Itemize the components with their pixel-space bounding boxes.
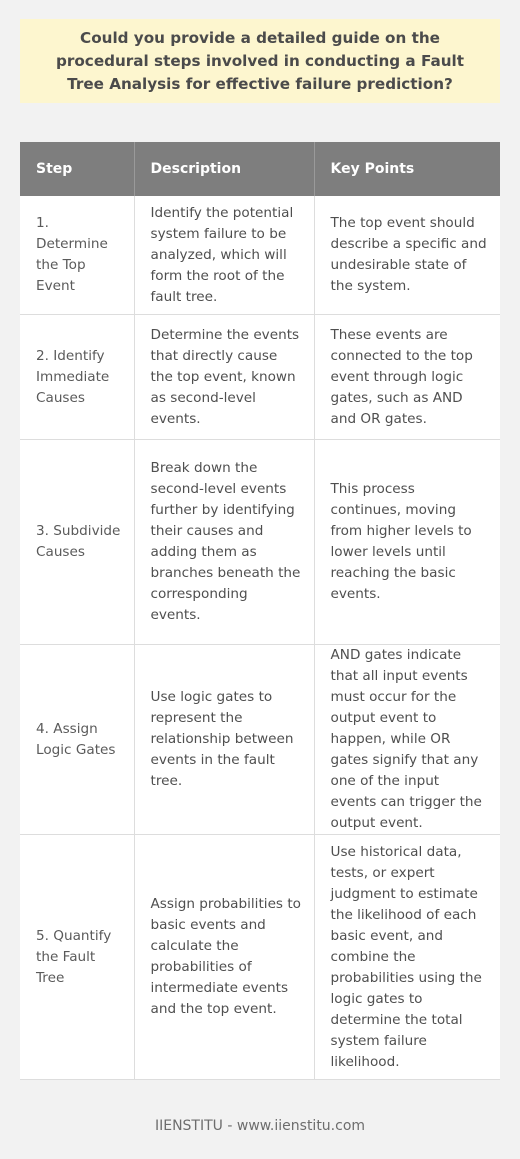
table-row [20, 196, 500, 315]
step-cell: 3. Subdivide Causes [20, 440, 134, 645]
footer-credit: IIENSTITU - www.iienstitu.com [154, 1118, 366, 1134]
question-title: Could you provide a detailed guide on the procedural steps involved in conducting a Fault Tree Analysis for effective failure prediction? [56, 28, 464, 93]
header-description: Description [134, 142, 314, 196]
description-cell: Determine the events that directly cause the top event, known as second-level events. [134, 315, 314, 440]
table-header-row [20, 142, 500, 196]
steps-table-container [20, 142, 500, 1080]
table-row [20, 315, 500, 440]
table-row [20, 645, 500, 835]
description-cell: Break down the second-level events further by identifying their causes and adding them as branches beneath the corresponding events. [134, 440, 314, 645]
key-points-cell: The top event should describe a specific and undesirable state of the system. [314, 196, 500, 315]
step-cell: 1. Determine the Top Event [20, 196, 134, 315]
description-cell: Identify the potential system failure to be analyzed, which will form the root of the fault tree. [134, 196, 314, 315]
step-cell: 2. Identify Immediate Causes [20, 315, 134, 440]
steps-table [20, 142, 500, 1080]
table-row [20, 835, 500, 1080]
header-step: Step [20, 142, 134, 196]
key-points-cell: AND gates indicate that all input events must occur for the output event to happen, while OR gates signify that any one of the input events can trigger the output event. [314, 645, 500, 835]
key-points-cell: These events are connected to the top event through logic gates, such as AND and OR gates. [314, 315, 500, 440]
table-row [20, 440, 500, 645]
header-key-points: Key Points [314, 142, 500, 196]
step-cell: 5. Quantify the Fault Tree [20, 835, 134, 1080]
step-cell: 4. Assign Logic Gates [20, 645, 134, 835]
description-cell: Use logic gates to represent the relationship between events in the fault tree. [134, 645, 314, 835]
question-box [20, 19, 500, 103]
key-points-cell: Use historical data, tests, or expert judgment to estimate the likelihood of each basic event, and combine the probabilities using the logic gates to determine the total system failure likelihood. [314, 835, 500, 1080]
key-points-cell: This process continues, moving from higher levels to lower levels until reaching the basic events. [314, 440, 500, 645]
description-cell: Assign probabilities to basic events and calculate the probabilities of intermediate events and the top event. [134, 835, 314, 1080]
